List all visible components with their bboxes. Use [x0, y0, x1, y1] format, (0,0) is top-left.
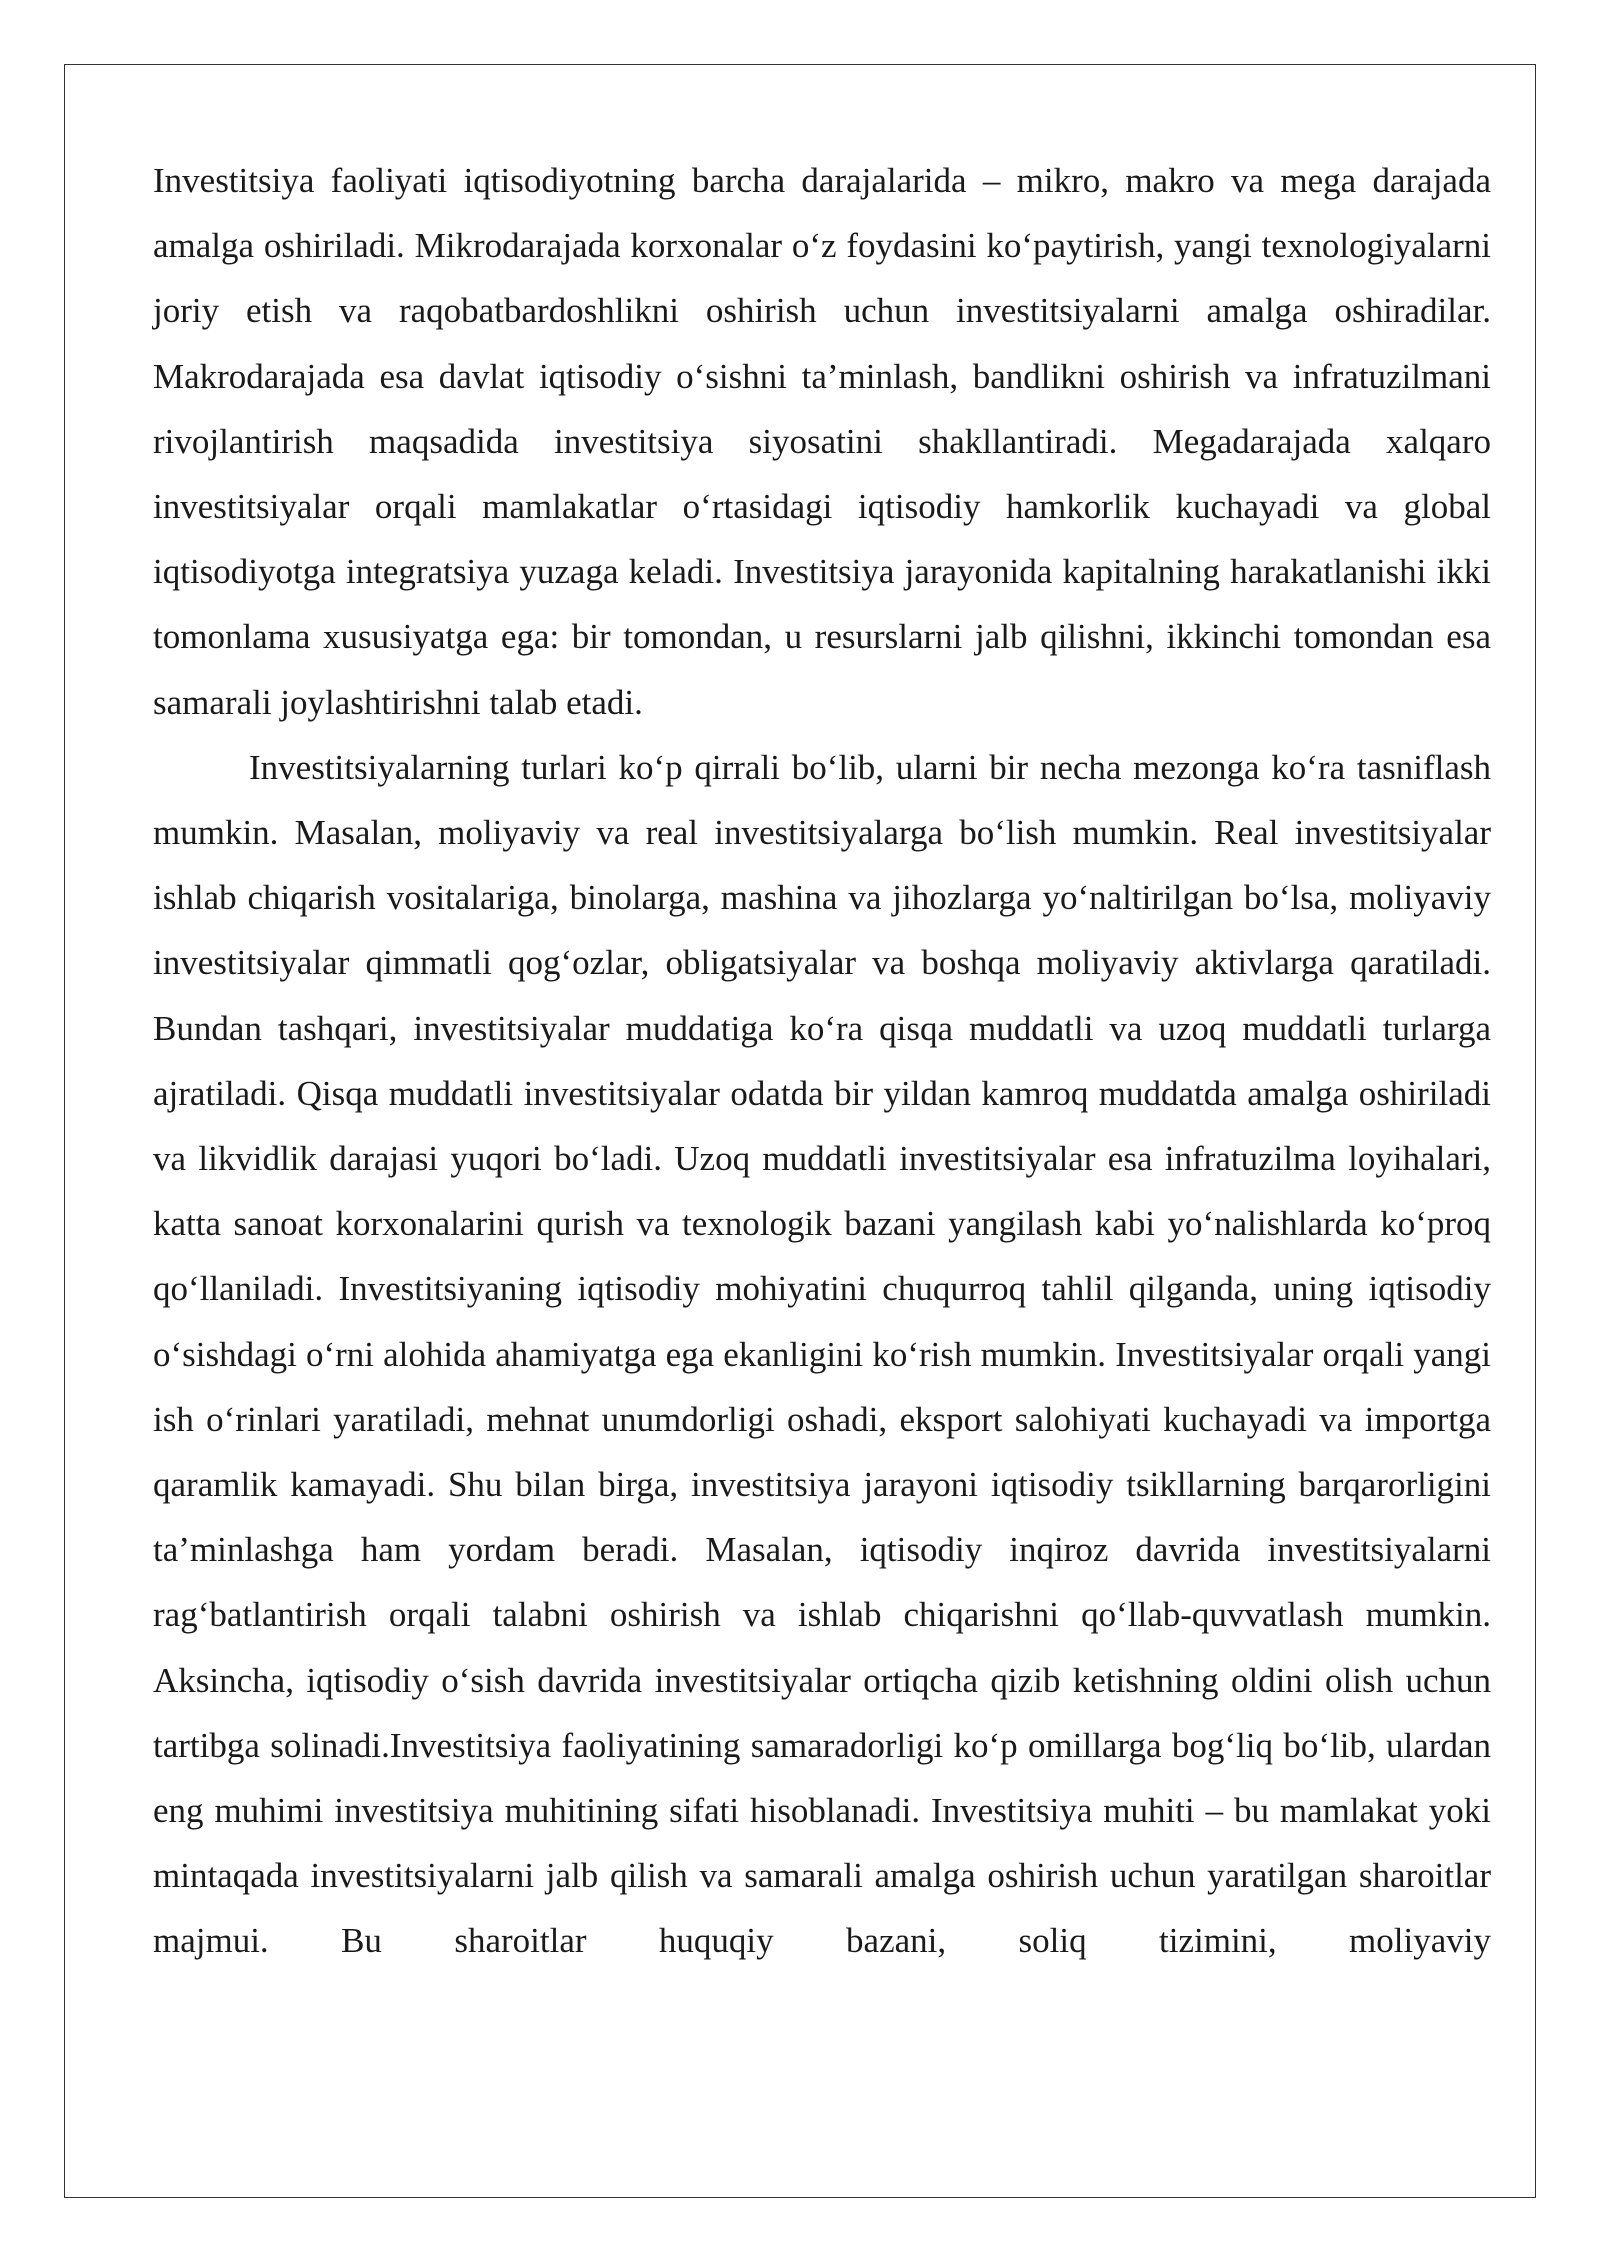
document-body	[153, 148, 1491, 1974]
paragraph-investment-types: Investitsiyalarning turlari ko‘p qirrali bo‘lib, ularni bir necha mezonga ko‘ra tasniflash mumkin. Masalan, moliyaviy va real investitsiyalarga bo‘lish mumkin. Real investitsiyalar ishlab chiqarish vositalariga, binolarga, mashina va jihozlarga yo‘naltirilgan bo‘lsa, moliyaviy investitsiyalar qimmatli qog‘ozlar, obligatsiyalar va boshqa moliyaviy aktivlarga qaratiladi. Bundan tashqari, investitsiyalar muddatiga ko‘ra qisqa muddatli va uzoq muddatli turlarga ajratiladi. Qisqa muddatli investitsiyalar odatda bir yildan kamroq muddatda amalga oshiriladi va likvidlik darajasi yuqori bo‘ladi. Uzoq muddatli investitsiyalar esa infratuzilma loyihalari, katta sanoat korxonalarini qurish va texnologik bazani yangilash kabi yo‘nalishlarda ko‘proq qo‘llaniladi. Investitsiyaning iqtisodiy mohiyatini chuqurroq tahlil qilganda, uning iqtisodiy o‘sishdagi o‘rni alohida ahamiyatga ega ekanligini ko‘rish mumkin. Investitsiyalar orqali yangi ish o‘rinlari yaratiladi, mehnat unumdorligi oshadi, eksport salohiyati kuchayadi va importga qaramlik kamayadi. Shu bilan birga, investitsiya jarayoni iqtisodiy tsikllarning barqarorligini ta’minlashga ham yordam beradi. Masalan, iqtisodiy inqiroz davrida investitsiyalarni rag‘batlantirish orqali talabni oshirish va ishlab chiqarishni qo‘llab-quvvatlash mumkin. Aksincha, iqtisodiy o‘sish davrida investitsiyalar ortiqcha qizib ketishning oldini olish uchun tartibga solinadi.Investitsiya faoliyatining samaradorligi ko‘p omillarga bog‘liq bo‘lib, ulardan eng muhimi investitsiya muhitining sifati hisoblanadi. Investitsiya muhiti – bu mamlakat yoki mintaqada investitsiyalarni jalb qilish va samarali amalga oshirish uchun yaratilgan sharoitlar majmui. Bu sharoitlar huquqiy bazani, soliq tizimini, moliyaviy	[153, 747, 1491, 1961]
paragraph-investment-levels: Investitsiya faoliyati iqtisodiyotning barcha darajalarida – mikro, makro va mega darajada amalga oshiriladi. Mikrodarajada korxonalar o‘z foydasini ko‘paytirish, yangi texnologiyalarni joriy etish va raqobatbardoshlikni oshirish uchun investitsiyalarni amalga oshiradilar. Makrodarajada esa davlat iqtisodiy o‘sishni ta’minlash, bandlikni oshirish va infratuzilmani rivojlantirish maqsadida investitsiya siyosatini shakllantiradi. Megadarajada xalqaro investitsiyalar orqali mamlakatlar o‘rtasidagi iqtisodiy hamkorlik kuchayadi va global iqtisodiyotga integratsiya yuzaga keladi. Investitsiya jarayonida kapitalning harakatlanishi ikki tomonlama xususiyatga ega: bir tomondan, u resurslarni jalb qilishni, ikkinchi tomondan esa samarali joylashtirishni talab etadi.	[153, 161, 1491, 722]
